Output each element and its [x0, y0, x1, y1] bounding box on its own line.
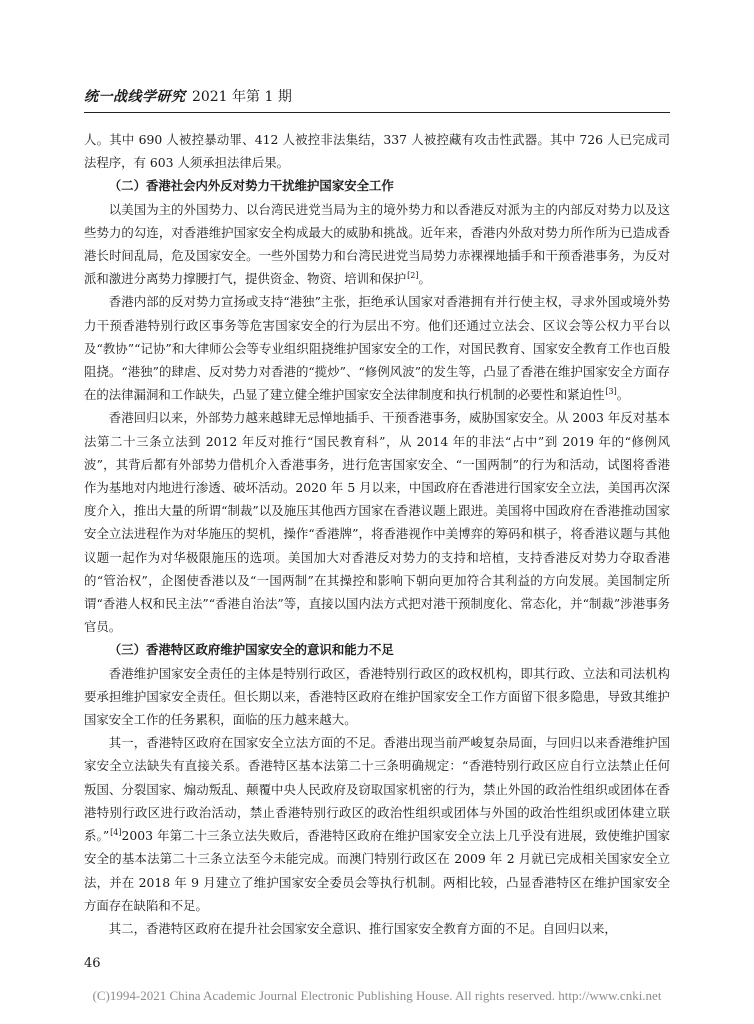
paragraph: 香港回归以来，外部势力越来越肆无忌惮地插手、干预香港事务，威胁国家安全。从 2003 年反对基本法第二十三条立法到 2012 年反对推行“国民教育科”，从 2014 年的非法“占中”到 2019 年的“修例风波”，其背后都有外部势力借机介入香港事务，进行危害国家安全、“一国两制”的行为和活动，试图将香港作为基地对内地进行渗透、破坏活动。2020 年 5 月以来，中国政府在香港进行国家安全立法，美国再次深度介入，推出大量的所谓“制裁”以及施压其他西方国家在香港议题上跟进。美国将中国政府在香港推动国家安全立法进程作为对华施压的契机，操作“香港牌”，将香港视作中美博弈的筹码和棋子，将香港议题与其他议题一起作为对华极限施压的选项。美国加大对香港反对势力的支持和培植，支持香港反对势力夺取香港的“管治权”，企图使香港以及“一国两制”在其操控和影响下朝向更加符合其利益的方向发展。美国制定所谓“香港人权和民主法”“香港自治法”等，直接以国内法方式把对港干预制度化、常态化，并“制裁”涉港事务官员。: [84, 410, 670, 635]
section-heading-2: （二）香港社会内外反对势力干扰维护国家安全工作: [108, 178, 394, 194]
paragraph-text-after: 。: [616, 387, 630, 403]
paragraph: 其二，香港特区政府在提升社会国家安全意识、推行国家安全教育方面的不足。自回归以来，: [108, 920, 617, 936]
running-header: [84, 86, 292, 106]
citation-marker: [3]: [605, 387, 617, 397]
paragraph: 香港维护国家安全责任的主体是特别行政区，香港特别行政区的政权机构，即其行政、立法和司法机构要承担维护国家安全责任。但长期以来，香港特区政府在维护国家安全工作方面留下很多隐患，导致其维护国家安全工作的任务累积，面临的压力越来越大。: [84, 665, 670, 728]
journal-issue: 2021 年第 1 期: [191, 89, 292, 105]
header-rule: [84, 112, 670, 113]
section-heading-3: （三）香港特区政府维护国家安全的意识和能力不足: [108, 642, 394, 658]
citation-marker: [4]: [110, 828, 122, 838]
paragraph-text: 其一，香港特区政府在国家安全立法方面的不足。香港出现当前严峻复杂局面，与回归以来香港维护国家安全立法缺失有直接关系。香港特区基本法第二十三条明确规定：“香港特别行政区应自行立法禁止任何叛国、分裂国家、煽动叛乱、颠覆中央人民政府及窃取国家机密的行为，禁止外国的政治性组织或团体在香港特别行政区进行政治活动，禁止香港特别行政区的政治性组织或团体与外国的政治性组织或团体建立联系。”: [84, 735, 670, 844]
paragraph-continued: 人。其中 690 人被控暴动罪、412 人被控非法集结，337 人被控藏有攻击性武器。其中 726 人已完成司法程序，有 603 人须承担法律后果。: [84, 132, 670, 171]
paragraph-text: 香港内部的反对势力宣扬或支持“港独”主张，拒绝承认国家对香港拥有并行使主权，寻求外国或境外势力干预香港特别行政区事务等危害国家安全的行为层出不穷。他们还通过立法会、区议会等公权力平台以及“教协”“记协”和大律师公会等专业组织阻挠维护国家安全的工作，对国民教育、国家安全教育工作也百般阻挠。“港独”的肆虐、反对势力对香港的“揽炒”、“修例风波”的发生等，凸显了香港在维护国家安全方面存在的法律漏洞和工作缺失，凸显了建立健全维护国家安全法律制度和执行机制的必要性和紧迫性: [84, 294, 670, 403]
page-number: 46: [84, 956, 101, 971]
journal-title: 统一战线学研究: [84, 89, 186, 105]
paragraph-text-after: 2003 年第二十三条立法失败后，香港特区政府在维护国家安全立法上几乎没有进展，致使维护国家安全的基本法第二十三条立法至今未能完成。而澳门特别行政区在 2009 年 2 月就已完成相关国家安全立法，并在 2018 年 9 月建立了维护国家安全委员会等执行机制。两相比较，凸显香港特区在维护国家安全方面存在缺陷和不足。: [84, 828, 670, 913]
paragraph: [84, 290, 670, 406]
paragraph: [84, 198, 670, 291]
citation-marker: [2]: [407, 271, 419, 281]
paragraph-text-after: 。: [418, 271, 431, 287]
paragraph-text: 以美国为主的外国势力、以台湾民进党当局为主的境外势力和以香港反对派为主的内部反对势力以及这些势力的勾连，对香港维护国家安全构成最大的威胁和挑战。近年来，香港内外敌对势力所作所为已造成香港长时间乱局，危及国家安全。一些外国势力和台湾民进党当局势力赤裸裸地插手和干预香港事务，为反对派和激进分离势力撑腰打气，提供资金、物资、培训和保护: [84, 201, 670, 287]
paragraph: [84, 731, 670, 917]
article-body: [84, 128, 670, 940]
copyright-footer: (C)1994-2021 China Academic Journal Electronic Publishing House. All rights reserved. http://www.cnki.net: [92, 988, 662, 1003]
